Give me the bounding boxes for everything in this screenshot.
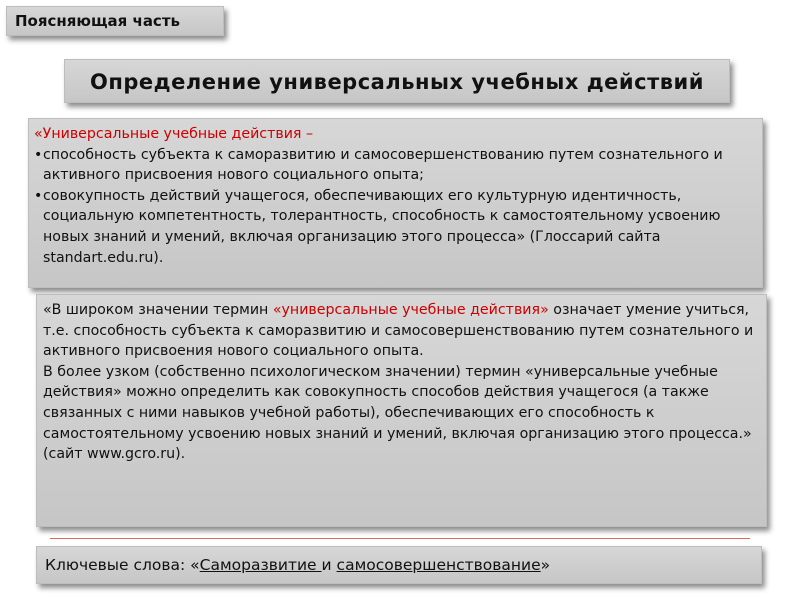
divider-line [50,538,750,539]
slide-title-box [64,59,730,103]
definition-item: • совокупность действий учащегося, обеспечивающих его культурную идентичность, социальную компетентность, толерантность, способность к самостоятельному усвоению новых знаний и умений, включая организацию этого процесса» (Глоссарий сайта standart.edu.ru). [34,186,756,268]
narrow-meaning-paragraph: В более узком (собственно психологическом значении) термин «универсальные учебные действия» можно определить как совокупность способов действия учащегося (а также связанных с ними навыков учебной работы), обеспечивающих его способность к самостоятельному усвоению новых знаний и умений, включая организацию этого процесса.» (сайт www.gcro.ru). [43,363,752,463]
keyword-self-development: Саморазвитие [199,556,322,574]
wide-meaning-paragraph [43,300,760,362]
definition-heading: «Универсальные учебные действия – [34,126,314,142]
keyword-self-improvement: самосовершенствование [336,556,541,574]
wide-meaning-term: «универсальные учебные действия» [272,302,549,318]
keywords-box [36,546,762,584]
slide-title: Определение универсальных учебных действий [90,70,704,94]
definition-box [28,118,763,288]
wide-meaning-intro: «В широком значении термин [43,302,273,318]
definition-item: • способность субъекта к саморазвитию и самосовершенствованию путем сознательного и активного присвоения нового социального опыта; [34,145,756,186]
section-tag-label: Поясняющая часть [15,12,181,30]
section-tag [6,6,224,36]
wide-meaning-box [36,294,767,527]
keywords-prefix: Ключевые слова: « [45,556,200,574]
wide-meaning-rest: означает умение учиться, т.е. способность субъекта к саморазвитию и самосовершенствованию путем сознательного и активного присвоения нового социального опыта. [43,302,754,360]
definition-list [34,145,756,269]
keywords-suffix: » [540,556,551,574]
keywords-conjunction: и [321,556,337,574]
